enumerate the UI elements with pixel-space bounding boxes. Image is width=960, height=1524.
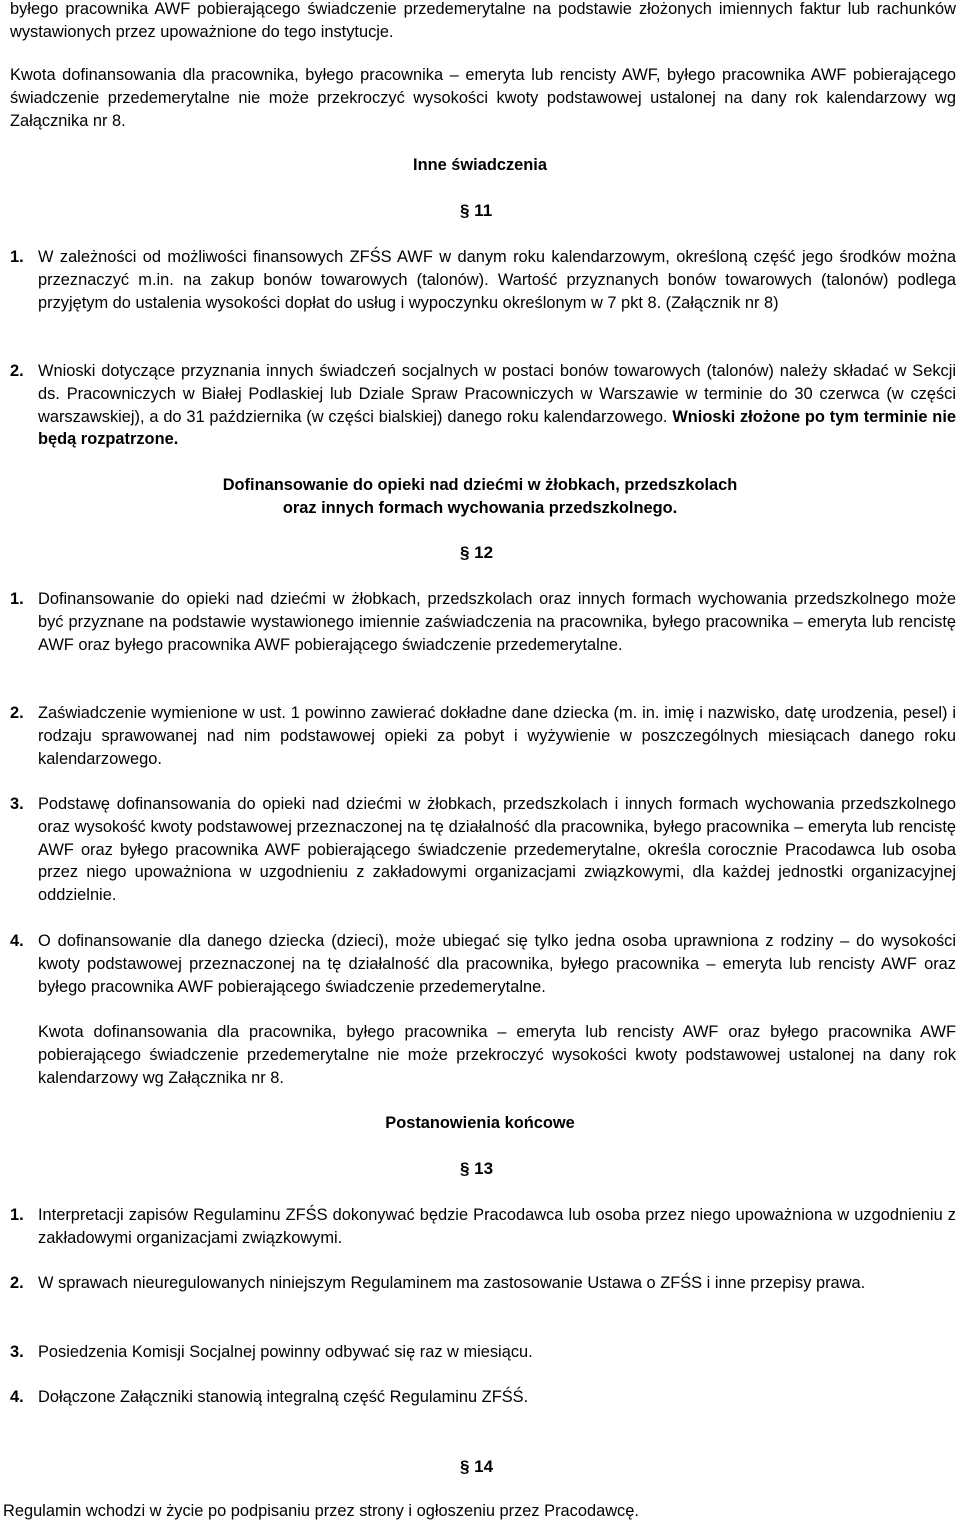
item-text: Posiedzenia Komisji Socjalnej powinny odbywać się raz w miesiącu. (38, 1343, 533, 1361)
section-heading-childcare-line1: Dofinansowanie do opieki nad dziećmi w żłobkach, przedszkolach (222, 476, 738, 494)
sec12-item-2 (10, 702, 956, 770)
item-bold-note: Wnioski złożone po tym terminie nie będą rozpatrzone. (38, 407, 956, 449)
item-number: 2. (10, 704, 24, 722)
intro-paragraph-1: byłego pracownika AWF pobierającego świadczenie przedemerytalne na podstawie złożonych imiennych faktur lub rachunków wystawionych przez upoważnione do tego instytucje. (10, 0, 956, 41)
sec14-text: Regulamin wchodzi w życie po podpisaniu przez strony i ogłoszeniu przez Pracodawcę. (3, 1502, 639, 1520)
sec13-item-2 (10, 1272, 956, 1295)
item-text: Zaświadczenie wymienione w ust. 1 powinno zawierać dokładne dane dziecka (m. in. imię i nazwisko, datę urodzenia, pesel) i rodzaju sprawowanej nad nim podstawowej opieki za pobyt i wyżywienie w poszczególnych miesiącach danego roku kalendarzowego. (38, 704, 956, 768)
sec12-item-3 (10, 793, 956, 907)
item-text: Podstawę dofinansowania do opieki nad dziećmi w żłobkach, przedszkolach i innych formach wychowania przedszkolnego oraz wysokość kwoty podstawowej przeznaczonej na tę działalność dla pracownika, byłego pracownika – emeryta lub rencistę AWF oraz byłego pracownika AWF pobierającego świadczenie przedemerytalne, określa corocznie Pracodawca lub osoba przez niego upoważniona w uzgodnieniu z zakładowymi organizacjami związkowymi, dla każdej jednostki organizacyjnej oddzielnie. (38, 795, 956, 905)
section-number-13: § 13 (460, 1159, 494, 1178)
section-heading-final-provisions: Postanowienia końcowe (385, 1114, 575, 1132)
sec13-item-1 (10, 1204, 956, 1250)
item-number: 2. (10, 1274, 24, 1292)
item-number: 1. (10, 590, 24, 608)
item-number: 4. (10, 1388, 24, 1406)
section-heading-childcare-line2: oraz innych formach wychowania przedszkolnego. (282, 499, 678, 517)
sec13-item-3 (10, 1341, 956, 1364)
item-number: 1. (10, 248, 24, 266)
item-number: 1. (10, 1206, 24, 1224)
sec11-item-1 (10, 246, 956, 314)
item-number: 4. (10, 932, 24, 950)
item-number: 2. (10, 362, 24, 380)
item-number: 3. (10, 795, 24, 813)
section-heading-other-benefits: Inne świadczenia (413, 156, 547, 174)
item-text-wrap (38, 360, 956, 451)
item-text: Dofinansowanie do opieki nad dziećmi w żłobkach, przedszkolach oraz innych formach wychowania przedszkolnego może być przyznane na podstawie wystawionego imiennie zaświadczenia na pracownika, byłego pracownika – emeryta lub rencistę AWF oraz byłego pracownika AWF pobierającego świadczenie przedemerytalne. (38, 590, 956, 654)
sec12-item-4 (10, 930, 956, 998)
intro-paragraph-2: Kwota dofinansowania dla pracownika, byłego pracownika – emeryta lub rencisty AWF, byłego pracownika AWF pobierającego świadczenie przedemerytalne nie może przekroczyć wysokości kwoty podstawowej ustalonej na dany rok kalendarzowy wg Załącznika nr 8. (10, 66, 956, 130)
section-number-14: § 14 (460, 1457, 494, 1476)
sec12-item-4-extra: Kwota dofinansowania dla pracownika, byłego pracownika – emeryta lub rencisty AWF oraz byłego pracownika AWF pobierającego świadczenie przedemerytalne nie może przekroczyć wysokości kwoty podstawowej ustalonej na dany rok kalendarzowy wg Załącznika nr 8. (38, 1023, 956, 1087)
sec11-item-2 (10, 360, 956, 451)
section-number-11: § 11 (460, 201, 493, 220)
item-text: W sprawach nieuregulowanych niniejszym Regulaminem ma zastosowanie Ustawa o ZFŚS i inne przepisy prawa. (38, 1274, 866, 1292)
sec13-item-4 (10, 1386, 956, 1409)
item-text: Wnioski dotyczące przyznania innych świadczeń socjalnych w postaci bonów towarowych (talonów) należy składać w Sekcji ds. Pracowniczych w Białej Podlaskiej lub Dziale Spraw Pracowniczych w Warszawie w terminie do 30 czerwca (w części warszawskiej), a do 31 października (w części bialskiej) danego roku kalendarzowego. (38, 362, 956, 426)
item-text: O dofinansowanie dla danego dziecka (dzieci), może ubiegać się tylko jedna osoba uprawniona z rodziny – do wysokości kwoty podstawowej przeznaczonej na tę działalność dla pracownika, byłego pracownika – emeryta lub rencisty AWF oraz byłego pracownika AWF pobierającego świadczenie przedemerytalne. (38, 932, 956, 996)
item-number: 3. (10, 1343, 24, 1361)
sec12-item-1 (10, 588, 956, 656)
item-text: W zależności od możliwości finansowych ZFŚS AWF w danym roku kalendarzowym, określoną część jego środków można przeznaczyć m.in. na zakup bonów towarowych (talonów). Wartość przyznanych bonów towarowych (talonów) podlega przyjętym do ustalenia wysokości dopłat do usług i wypoczynku określonym w 7 pkt 8. (Załącznik nr 8) (38, 248, 956, 312)
section-number-12: § 12 (460, 543, 494, 562)
item-text: Dołączone Załączniki stanowią integralną część Regulaminu ZFŚŚ. (38, 1388, 529, 1406)
item-text: Interpretacji zapisów Regulaminu ZFŚS dokonywać będzie Pracodawca lub osoba przez niego upoważniona w uzgodnieniu z zakładowymi organizacjami związkowymi. (38, 1206, 956, 1247)
